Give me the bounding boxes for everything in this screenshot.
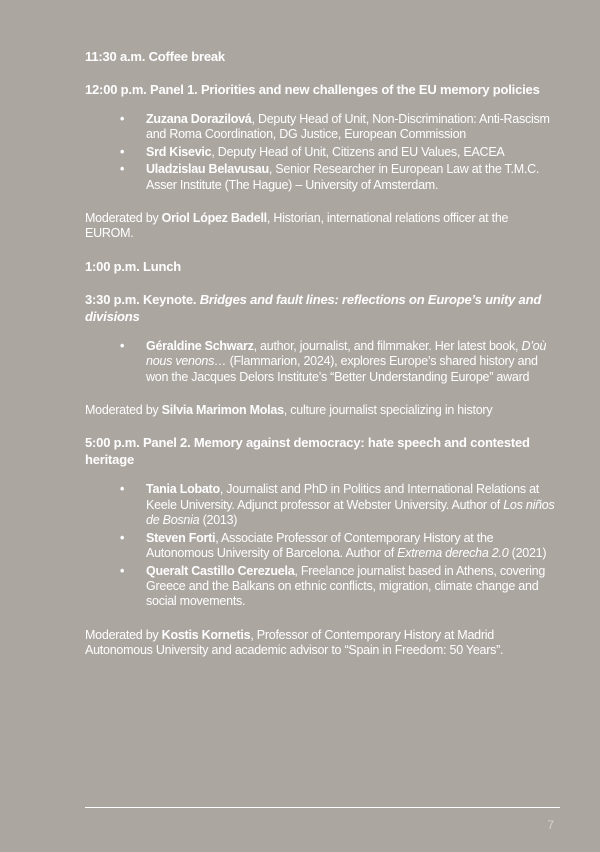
- bullet-icon: •: [120, 144, 125, 159]
- moderator-description: , Professor of Contemporary History at Madrid Autonomous University and academic advisor to “Spain in Freedom: 50 Years”.: [85, 627, 504, 658]
- speaker-name: Uladzislau Belavusau: [146, 162, 269, 177]
- moderator-name: Oriol López Badell: [161, 211, 267, 226]
- bullet-icon: •: [120, 530, 125, 545]
- bullet-icon: •: [120, 563, 125, 578]
- panel-1-moderator: [85, 211, 555, 242]
- book-title: D’où nous venons…: [146, 338, 547, 369]
- panel-1-speakers: [85, 112, 555, 193]
- keynote-moderator: [85, 403, 555, 418]
- book-year: (2013): [199, 513, 238, 528]
- speaker-name: Tania Lobato: [146, 482, 220, 497]
- speaker-item: [120, 144, 555, 160]
- speaker-item: [120, 563, 555, 610]
- speaker-item: [120, 482, 555, 528]
- speaker-description: , Deputy Head of Unit, Non-Discrimination: Anti-Rascism and Roma Coordination, DG Justice, European Commission: [146, 112, 550, 142]
- moderator-description: , culture journalist specializing in history: [283, 403, 493, 418]
- bullet-icon: •: [120, 338, 125, 353]
- session-title-panel-2: 5:00 p.m. Panel 2. Memory against democracy: hate speech and contested heritage: [85, 435, 530, 468]
- bullet-icon: •: [120, 482, 125, 497]
- moderated-by-label: Moderated by: [85, 211, 162, 226]
- speaker-name: Géraldine Schwarz: [146, 338, 254, 353]
- speaker-name: Zuzana Dorazilová: [146, 112, 252, 126]
- keynote-title: Bridges and fault lines: reflections on Europe’s unity and divisions: [85, 291, 542, 324]
- panel-2-moderator: [85, 628, 555, 659]
- moderator-description: , Historian, international relations officer at the EUROM.: [85, 211, 509, 241]
- panel-2-speakers: [85, 482, 555, 609]
- speaker-item: [120, 162, 555, 193]
- session-title-panel-1: 12:00 p.m. Panel 1. Priorities and new challenges of the EU memory policies: [85, 82, 540, 97]
- program-page: [85, 48, 555, 659]
- page-number: 7: [547, 818, 554, 832]
- moderated-by-label: Moderated by: [85, 403, 162, 418]
- speaker-name: Steven Forti: [146, 530, 216, 545]
- speaker-item: [120, 338, 555, 385]
- keynote-time-label: 3:30 p.m. Keynote.: [85, 291, 200, 307]
- book-title: Extrema derecha 2.0: [397, 546, 509, 561]
- speaker-item: [120, 112, 555, 143]
- speaker-item: [120, 530, 555, 562]
- bullet-icon: •: [120, 162, 125, 177]
- speaker-description: , author, journalist, and filmmaker. Her latest book,: [253, 338, 522, 353]
- book-title: Los niños de Bosnia: [146, 497, 555, 528]
- session-title-coffee-break: 11:30 a.m. Coffee break: [85, 49, 225, 64]
- speaker-description: , Journalist and PhD in Politics and International Relations at Keele University. Adjunct professor at Webster University. Author of: [146, 482, 540, 512]
- speaker-description-cont: (Flammarion, 2024), explores Europe’s shared history and won the Jacques Delors Institute’s “Better Understanding Europe” award: [146, 354, 538, 384]
- speaker-description: , Freelance journalist based in Athens, covering Greece and the Balkans on ethnic conflicts, migration, climate change and social movements.: [146, 563, 546, 609]
- bullet-icon: •: [120, 112, 125, 126]
- moderator-name: Kostis Kornetis: [161, 627, 251, 642]
- book-year: (2021): [508, 546, 547, 561]
- session-title-lunch: 1:00 p.m. Lunch: [85, 258, 181, 274]
- session-title-keynote: [85, 291, 555, 325]
- speaker-description: , Associate Professor of Contemporary History at the Autonomous University of Barcelona. Author of: [146, 530, 494, 561]
- keynote-speakers: [85, 339, 555, 385]
- speaker-name: Srd Kisevic: [146, 144, 212, 159]
- moderator-name: Silvia Marimon Molas: [161, 403, 284, 418]
- footer-divider: [85, 807, 560, 808]
- speaker-description: , Senior Researcher in European Law at the T.M.C. Asser Institute (The Hague) – University of Amsterdam.: [146, 162, 540, 192]
- moderated-by-label: Moderated by: [85, 627, 162, 642]
- speaker-description: , Deputy Head of Unit, Citizens and EU Values, EACEA: [211, 144, 505, 159]
- speaker-name: Queralt Castillo Cerezuela: [146, 563, 295, 578]
